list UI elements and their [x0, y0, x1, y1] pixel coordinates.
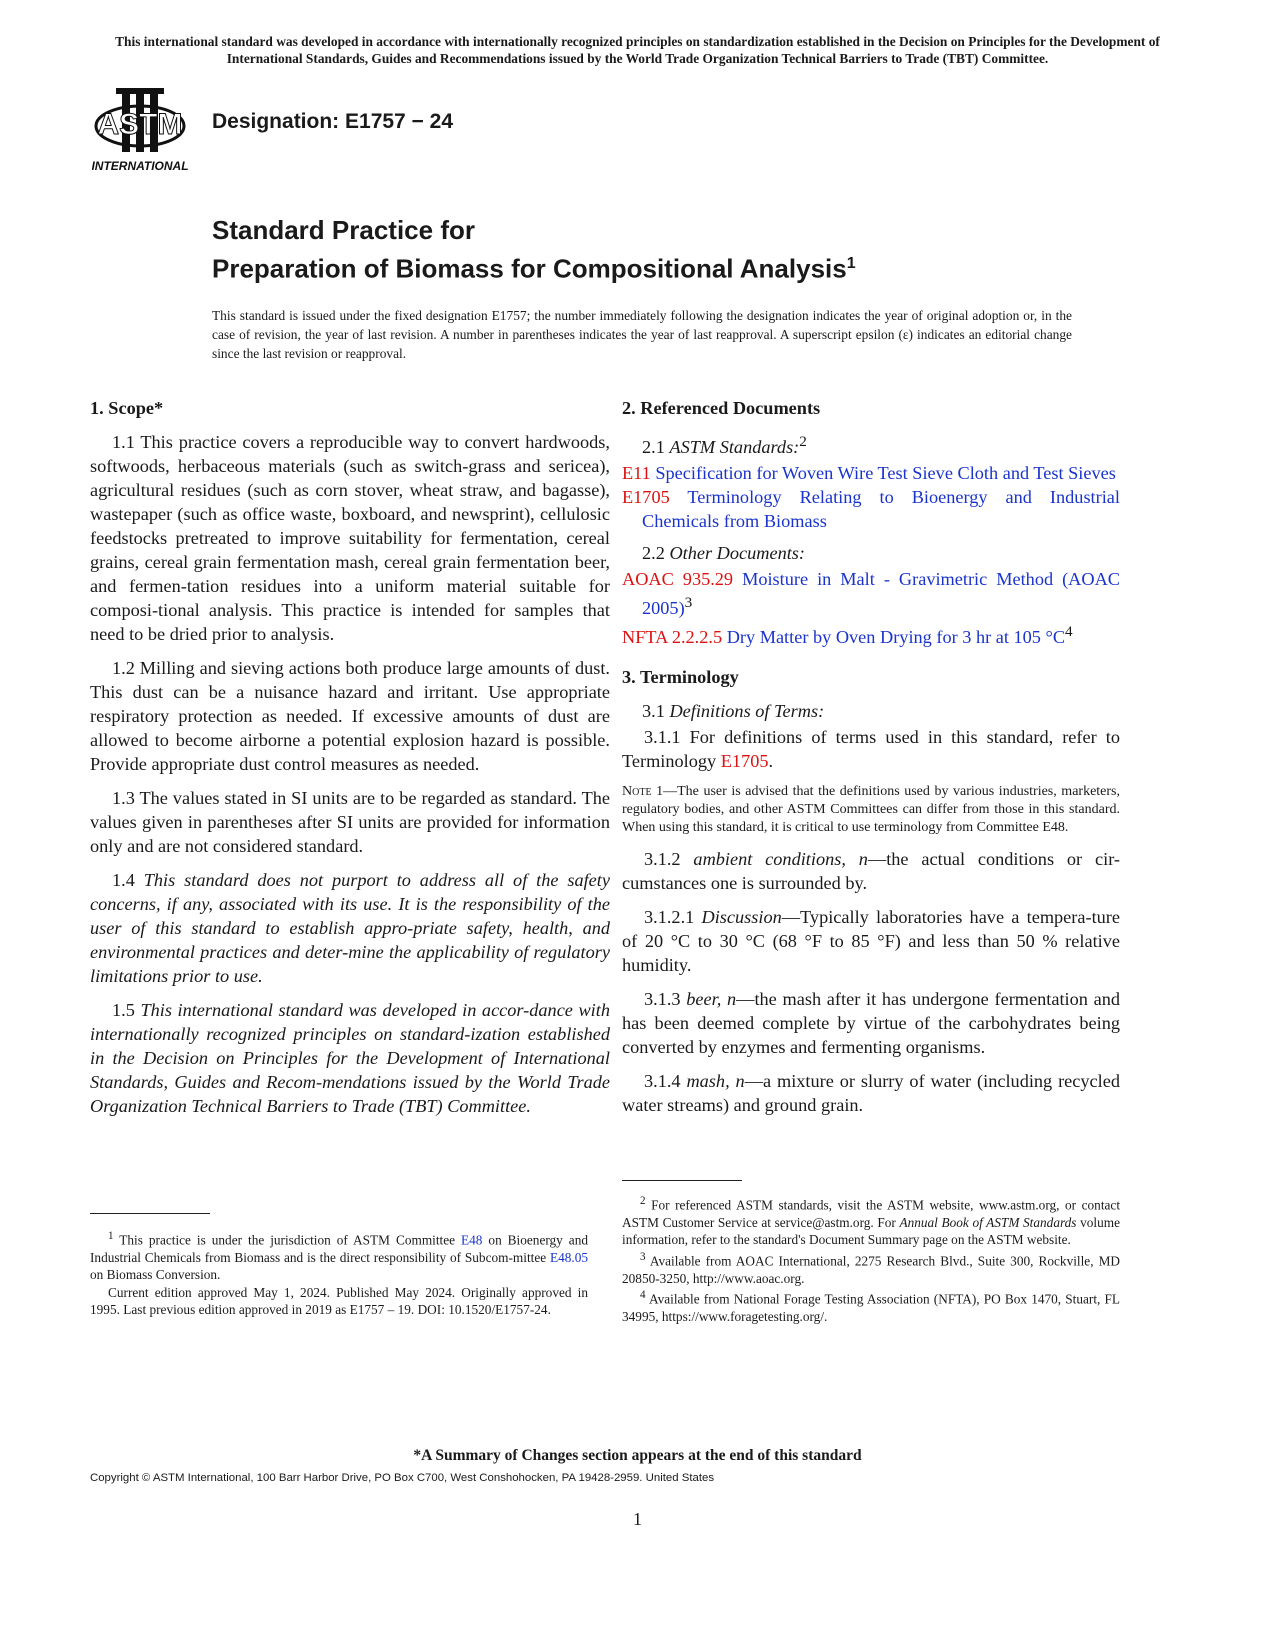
term-3-1-2-1-term: Discussion [701, 907, 782, 928]
ref-nfta-title[interactable]: Dry Matter by Oven Drying for 3 hr at 105 °C [726, 627, 1066, 648]
section-3-1-title: Definitions of Terms: [669, 701, 825, 722]
footnote-2 [622, 1193, 1120, 1249]
term-3-1-1-text: 3.1.1 For definitions of terms used in this standard, refer to Terminology [622, 727, 1120, 772]
scope-1-2: 1.2 Milling and sieving actions both produce large amounts of dust. This dust can be a nuisance hazard and irritant. Use appropriate respiratory protection as needed. If excessive amounts of dust are allowed to become airborne a potential explosion hazard is possible. Provide appropriate dust control measures as needed. [90, 658, 610, 774]
ref-aoac[interactable] [622, 567, 1120, 620]
footnote-1-text-a: This practice is under the jurisdiction of ASTM Committee [119, 1232, 456, 1248]
scope-1-5-num: 1.5 [112, 1000, 135, 1020]
footnote-2-mark: 2 [640, 1195, 646, 1207]
note-1 [622, 783, 1120, 837]
scope-1-4 [90, 868, 610, 988]
astm-standards-subheading [622, 430, 1120, 459]
committee-e48-link[interactable]: E48 [461, 1232, 483, 1248]
definitions-subheading [622, 699, 1120, 723]
ref-e1705-code[interactable]: E1705 [622, 487, 670, 508]
footnote-rule-left [90, 1213, 210, 1214]
term-3-1-3-text: —the mash after it has undergone fermentation and has been deemed complete by virtue of the carbohydrates being converted by enzymes and fermenting organisms. [622, 989, 1120, 1058]
term-3-1-2-1 [622, 905, 1120, 977]
term-3-1-3 [622, 987, 1120, 1059]
footnote-3-text: Available from AOAC International, 2275 Research Blvd., Suite 300, Rockville, MD 20850-3250, http://www.aoac.org. [622, 1253, 1121, 1286]
scope-1-5 [90, 998, 610, 1118]
footnote-rule-right [622, 1180, 742, 1181]
ref-e1705[interactable] [622, 485, 1120, 533]
ref-nfta[interactable] [622, 620, 1120, 649]
title-footnote-ref[interactable]: 1 [846, 255, 856, 272]
logo-label: INTERNATIONAL [92, 159, 189, 173]
term-3-1-2-1-num: 3.1.2.1 [644, 907, 695, 928]
ref-nfta-code[interactable]: NFTA 2.2.2.5 [622, 627, 723, 648]
footnote-2-ref: 2 [799, 433, 807, 450]
term-3-1-3-term: beer, n [686, 989, 737, 1010]
right-column [622, 396, 1120, 1127]
section-2-1-title: ASTM Standards: [669, 437, 800, 458]
designation: Designation: E1757 − 24 [212, 110, 454, 133]
scope-1-4-num: 1.4 [112, 870, 135, 890]
scope-heading: 1. Scope* [90, 398, 164, 418]
terminology-heading: 3. Terminology [622, 667, 739, 688]
section-3-1-num: 3.1 [642, 701, 665, 722]
ref-aoac-title[interactable]: Moisture in Malt - Gravimetric Method (AOAC 2005) [642, 569, 1120, 619]
footnote-4 [622, 1287, 1120, 1325]
subcommittee-e48-05-link[interactable]: E48.05 [549, 1249, 588, 1265]
section-2-1-num: 2.1 [642, 437, 665, 458]
note-1-label: Note [622, 784, 652, 800]
ref-e11-title[interactable]: Specification for Woven Wire Test Sieve Cloth and Test Sieves [655, 463, 1116, 484]
footnote-3-ref: 3 [684, 594, 693, 612]
footnote-1-edition: Current edition approved May 1, 2024. Published May 2024. Originally approved in 1995. Last previous edition approved in 2019 as E1757 – 19. DOI: 10.1520/E1757-24. [90, 1284, 588, 1318]
footnote-2-text-a: For referenced ASTM standards, visit the ASTM website, www.astm.org, or contact ASTM Customer Service at service@astm.org. For [622, 1197, 1121, 1230]
scope-1-3: 1.3 The values stated in SI units are to be regarded as standard. The values given in parentheses after SI units are provided for information only and are not considered standard. [90, 788, 610, 856]
copyright: Copyright © ASTM International, 100 Barr Harbor Drive, PO Box C700, West Conshohocken, PA 19428-2959. United States [90, 1472, 715, 1484]
astm-logo-icon [92, 84, 192, 184]
note-1-text: 1—The user is advised that the definitions used by various industries, marketers, regulatory bodies, and other ASTM Committees can differ from those in this standard. When using this standard, it is critical to use terminology from Committee E48. [622, 784, 1120, 836]
section-2-2-title: Other Documents: [669, 543, 805, 564]
term-e1705-link[interactable]: E1705 [720, 751, 769, 772]
footnote-2-italic: Annual Book of ASTM Standards [899, 1214, 1077, 1230]
footnote-2-text-b: volume information, refer to the standard's Document Summary page on the ASTM website. [622, 1214, 1120, 1248]
scope-1-4-text: This standard does not purport to address all of the safety concerns, if any, associated with its use. It is the responsibility of the user of this standard to establish appro-priate safety, health, and environmental practices and deter-mine the applicability of regulatory limitations prior to use. [90, 870, 610, 986]
summary-of-changes-note: *A Summary of Changes section appears at the end of this standard [413, 1447, 862, 1464]
footnote-3 [622, 1249, 1120, 1287]
title-line1: Standard Practice for [212, 215, 475, 245]
logo-letters: ASTM [97, 108, 183, 141]
footnotes-right [622, 1193, 1120, 1326]
term-3-1-4-num: 3.1.4 [644, 1071, 681, 1092]
page-number: 1 [633, 1509, 642, 1529]
ref-e1705-title[interactable]: Terminology Relating to Bioenergy and Industrial Chemicals from Biomass [642, 487, 1120, 532]
title-line2: Preparation of Biomass for Compositional Analysis [212, 253, 847, 284]
scope-1-1: 1.1 This practice covers a reproducible way to convert hardwoods, softwoods, herbaceous materials (such as switch-grass and sericea), agricultural residues (such as corn stover, wheat straw, and bagasse), wastepaper (such as office waste, boxboard, and newsprint), cellulosic feedstocks pretreated to improve suitability for fermentation, cereal grains, cereal grain fermentation mash, cereal grain fermentation beer, and fermen-tation residues into a uniform material suitable for composi-tional analysis. This practice is intended for samples that need to be dried prior to analysis. [90, 432, 610, 644]
term-3-1-2-1-text: —Typically laboratories have a tempera-ture of 20 °C to 30 °C (68 °F to 85 °F) and less than 50 % relative humidity. [622, 907, 1120, 976]
referenced-documents-heading: 2. Referenced Documents [622, 398, 821, 418]
term-3-1-4 [622, 1069, 1120, 1117]
term-3-1-2 [622, 847, 1120, 895]
issued-note: This standard is issued under the fixed designation E1757; the number immediately following the designation indicates the year of original adoption or, in the case of revision, the year of last revision. A number in parentheses indicates the year of last reapproval. A superscript epsilon (ε) indicates an editorial change since the last revision or reapproval. [212, 308, 1072, 361]
document-title [212, 213, 856, 286]
term-3-1-4-term: mash, n [686, 1071, 745, 1092]
header-notice: This international standard was developed in accordance with internationally recognized principles on standardization established in the Decision on Principles for the Development of International Standards, Guides and Recommendations issued by the World Trade Organization Technical Barriers to Trade (TBT) Committee. [115, 34, 1160, 66]
term-3-1-3-num: 3.1.3 [644, 989, 681, 1010]
footnote-1-text-c: on Biomass Conversion. [90, 1267, 221, 1283]
scope-1-5-text: This international standard was developed in accor-dance with internationally recognized principles on standard-ization established in the Decision on Principles for the Development of International Standards, Guides and Recom-mendations issued by the World Trade Organization Technical Barriers to Trade (TBT) Committee. [90, 1000, 610, 1116]
left-column [90, 396, 610, 1128]
footnote-4-mark: 4 [640, 1289, 646, 1302]
footnote-1-text-b: on Bioenergy and Industrial Chemicals from Biomass and is the direct responsibility of Subcom-mittee [90, 1232, 588, 1265]
term-3-1-2-term: ambient conditions, n [693, 849, 868, 870]
term-3-1-4-text: —a mixture or slurry of water (including recycled water streams) and ground grain. [622, 1071, 1120, 1116]
ref-e11-code[interactable]: E11 [622, 463, 651, 484]
footnote-1 [90, 1228, 588, 1319]
term-3-1-2-text: —the actual conditions or cir-cumstances one is surrounded by. [622, 849, 1121, 894]
footnote-3-mark: 3 [640, 1250, 646, 1263]
ref-aoac-code[interactable]: AOAC 935.29 [622, 569, 734, 590]
ref-e11[interactable] [622, 461, 1120, 485]
term-3-1-1: 3.1.1 For definitions of terms used in this standard, refer to Terminology E1705. [622, 727, 1120, 772]
section-2-2-num: 2.2 [642, 543, 665, 564]
footnote-4-ref: 4 [1065, 623, 1073, 641]
footnote-4-text: Available from National Forage Testing Association (NFTA), PO Box 1470, Stuart, FL 34995, https://www.foragetesting.org/. [622, 1291, 1120, 1325]
other-documents-subheading [622, 541, 1120, 565]
footnote-1-mark: 1 [108, 1230, 114, 1242]
term-3-1-2-num: 3.1.2 [644, 849, 681, 870]
astm-logo [92, 84, 192, 184]
